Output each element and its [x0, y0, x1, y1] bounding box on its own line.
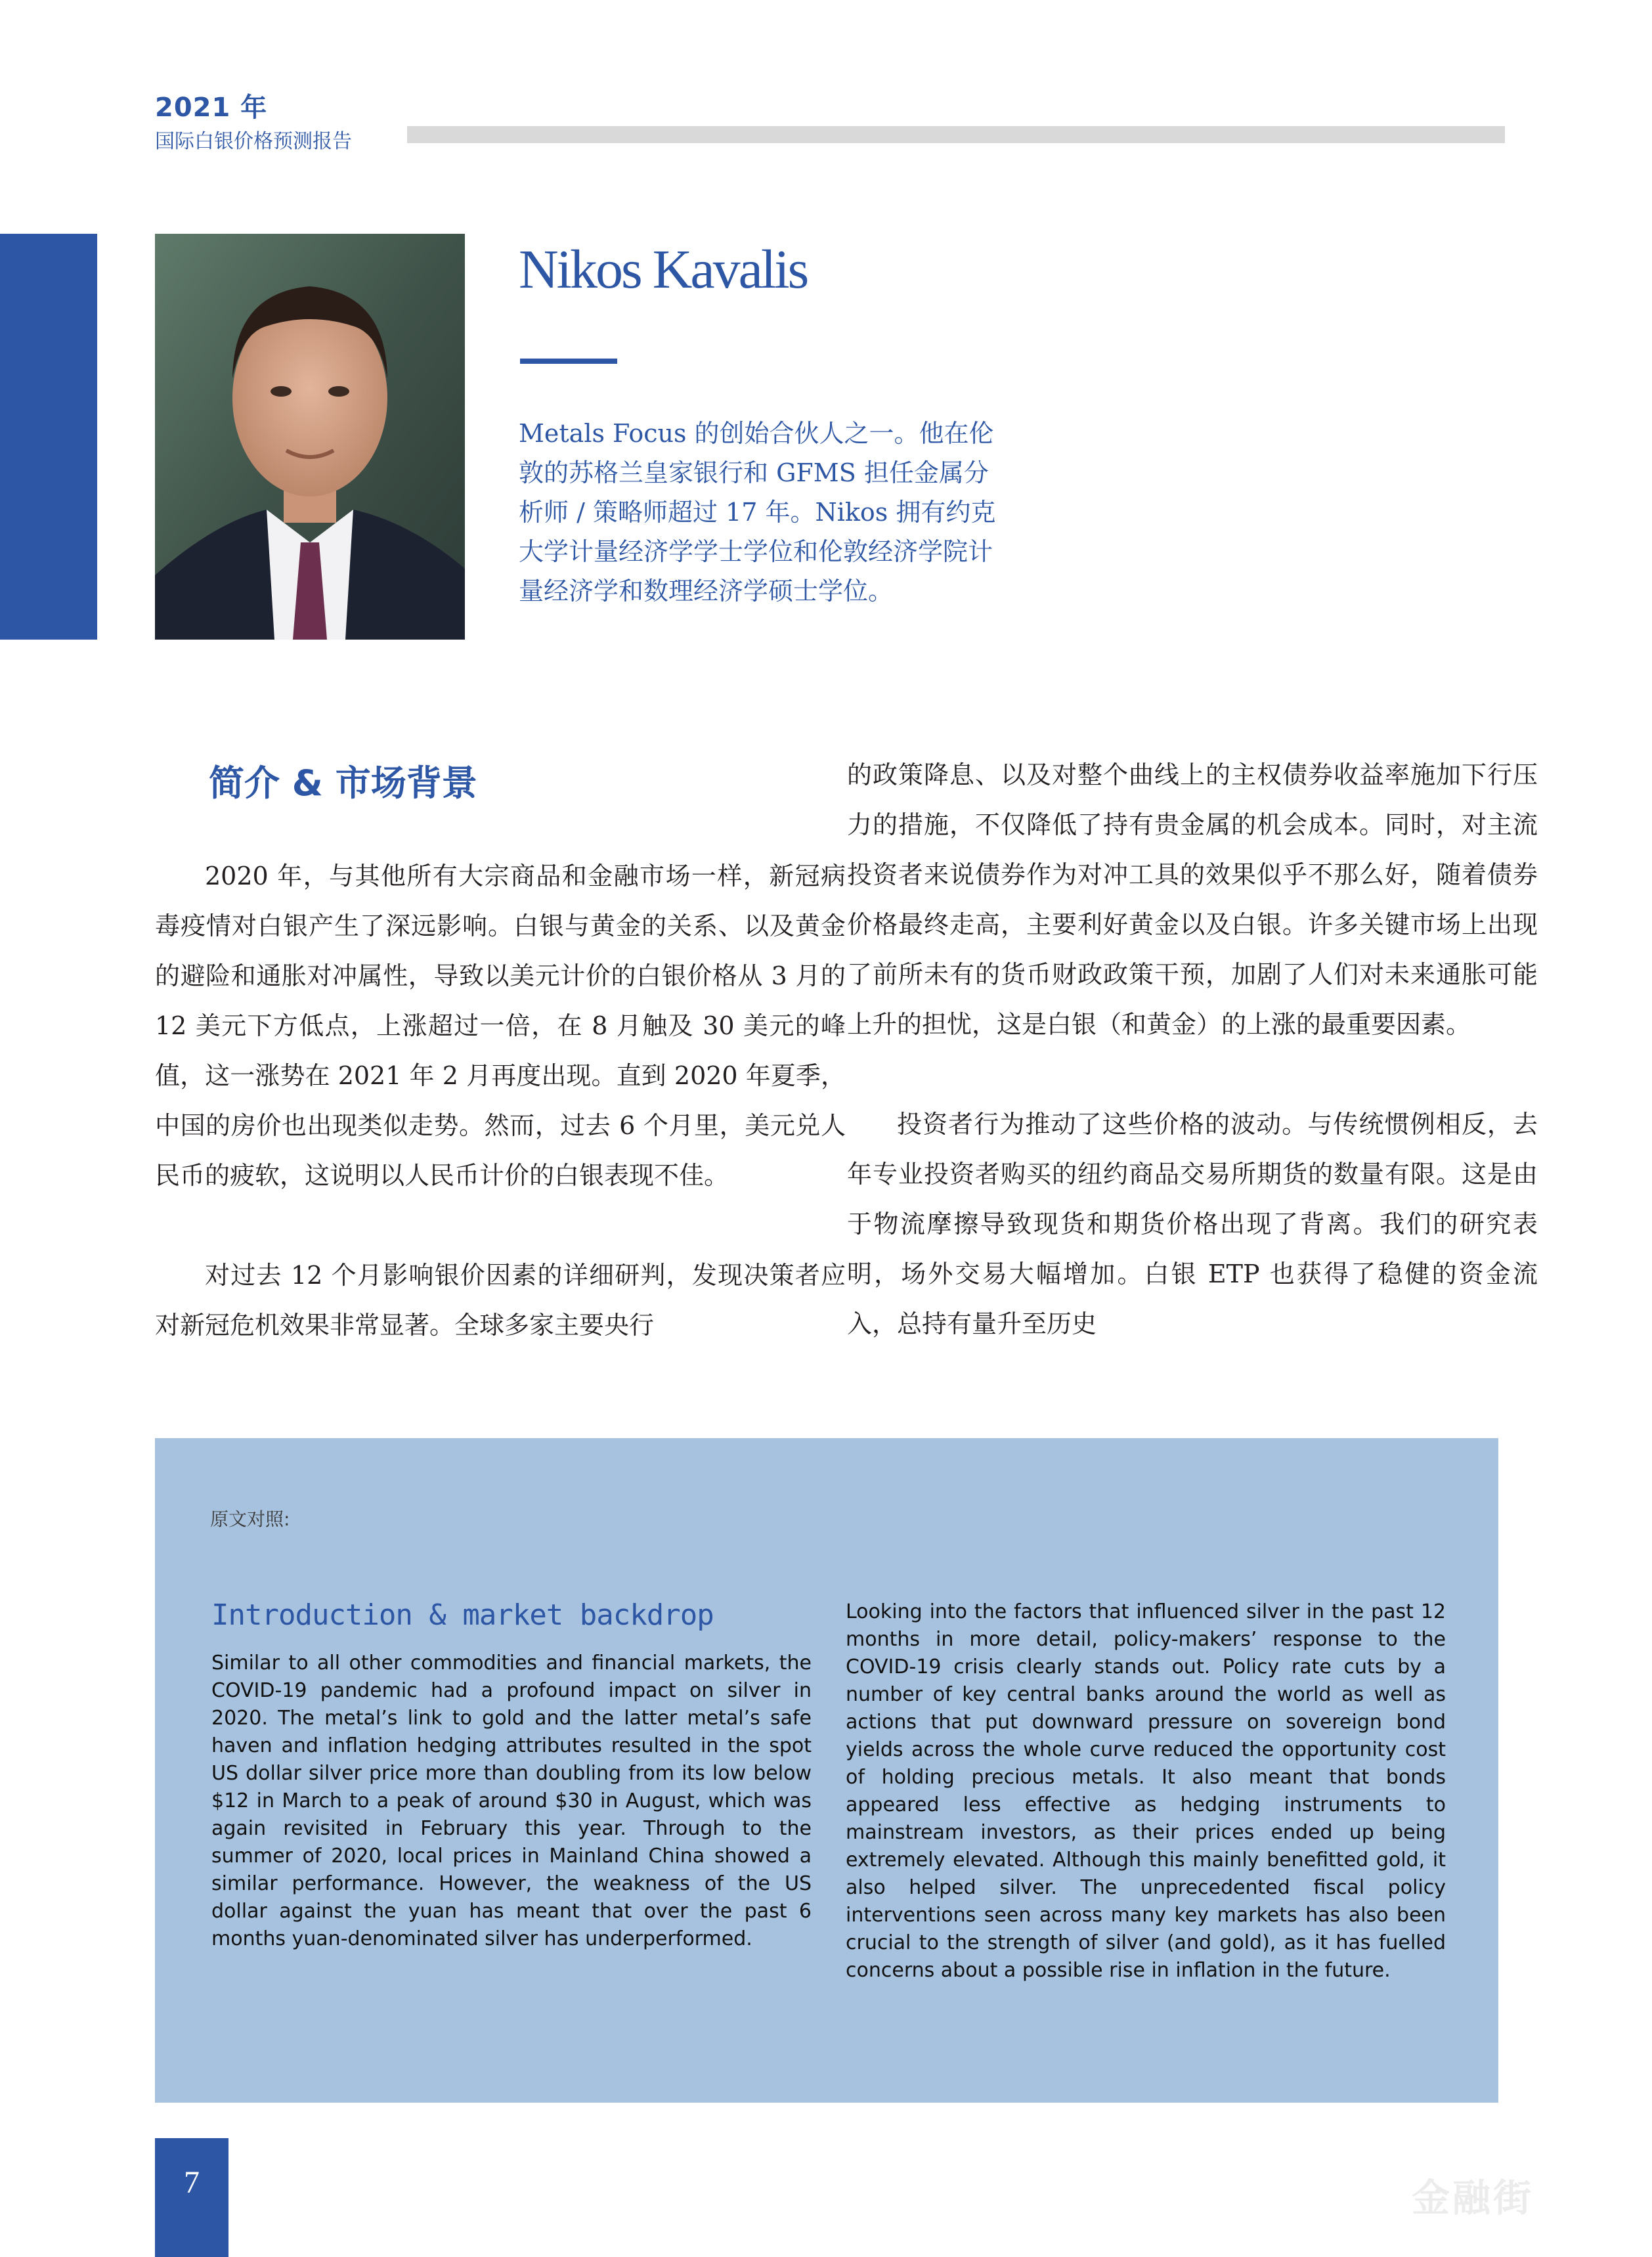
original-section-title: Introduction & market backdrop	[211, 1598, 714, 1632]
page-number: 7	[184, 2165, 200, 2200]
paragraph: 对过去 12 个月影响银价因素的详细研判，发现决策者应对新冠危机效果非常显著。全球多家主要央行	[155, 1261, 846, 1340]
original-text-box	[155, 1438, 1498, 2103]
main-text-right-column	[847, 750, 1538, 1349]
paragraph: 投资者行为推动了这些价格的波动。与传统惯例相反，去年专业投资者购买的纽约商品交易所期货的数量有限。这是由于物流摩擦导致现货和期货价格出现了背离。我们的研究表明，场外交易大幅增加。白银 ETP 也获得了稳健的资金流入，总持有量升至历史	[847, 1110, 1538, 1338]
original-text-label: 原文对照:	[210, 1508, 290, 1530]
watermark: 金融街	[1412, 2176, 1534, 2220]
report-subtitle: 国际白银价格预测报告	[155, 130, 352, 153]
author-name: Nikos Kavalis	[519, 239, 808, 300]
left-accent-bar	[0, 234, 97, 640]
page-number-tab	[155, 2138, 228, 2257]
paragraph: 2020 年，与其他所有大宗商品和金融市场一样，新冠病毒疫情对白银产生了深远影响。白银与黄金的关系、以及黄金的避险和通胀对冲属性，导致以美元计价的白银价格从 3 月的 12 美元下方低点，上涨超过一倍，在 8 月触及 30 美元的峰值，这一涨势在 2021 年 2 月再度出现。直到 2020 年夏季，中国的房价也出现类似走势。然而，过去 6 个月里，美元兑人民币的疲软，这说明以人民币计价的白银表现不佳。	[155, 862, 846, 1190]
author-portrait	[155, 234, 465, 640]
original-text-left-column: Similar to all other commodities and financial markets, the COVID-19 pandemic had a profound impact on silver in 2020. The metal’s link to gold and the latter metal’s safe haven and inflation hedging attributes resulted in the spot US dollar silver price more than doubling from its low below $12 in March to a peak of around $30 in August, which was again revisited in February this year. Through to the summer of 2020, local prices in Mainland China showed a similar performance. However, the weakness of the US dollar against the yuan has meant that over the past 6 months yuan-denominated silver has underperformed.	[211, 1652, 812, 1950]
report-year: 2021 年	[155, 93, 268, 123]
author-name-underline	[520, 359, 617, 364]
author-bio: Metals Focus 的创始合伙人之一。他在伦敦的苏格兰皇家银行和 GFMS 担任金属分析师 / 策略师超过 17 年。Nikos 拥有约克大学计量经济学学士学位和伦敦经济学院计量经济学和数理经济学硕士学位。	[519, 419, 996, 605]
portrait-illustration	[155, 234, 465, 640]
section-title: 简介 & 市场背景	[209, 762, 477, 804]
paragraph-continued: 的政策降息、以及对整个曲线上的主权债券收益率施加下行压力的措施，不仅降低了持有贵金属的机会成本。同时，对主流投资者来说债券作为对冲工具的效果似乎不那么好，随着债券价格最终走高，主要利好黄金以及白银。许多关键市场上出现了前所未有的货币财政政策干预，加剧了人们对未来通胀可能上升的担忧，这是白银（和黄金）的上涨的最重要因素。	[847, 760, 1538, 1039]
header-divider-bar	[407, 126, 1505, 143]
main-text-left-column	[155, 851, 846, 1350]
original-text-right-column: Looking into the factors that influenced silver in the past 12 months in more detail, policy-makers’ response to the COVID-19 crisis clearly stands out. Policy rate cuts by a number of key central banks around the world as well as actions that put downward pressure on sovereign bond yields across the whole curve reduced the opportunity cost of holding precious metals. It also meant that bonds appeared less effective as hedging instruments to mainstream investors, as their prices ended up being extremely elevated. Although this mainly benefitted gold, it also helped silver. The unprecedented fiscal policy interventions seen across many key markets has also been crucial to the strength of silver (and gold), as it has fuelled concerns about a possible rise in inflation in the future.	[846, 1600, 1446, 1982]
